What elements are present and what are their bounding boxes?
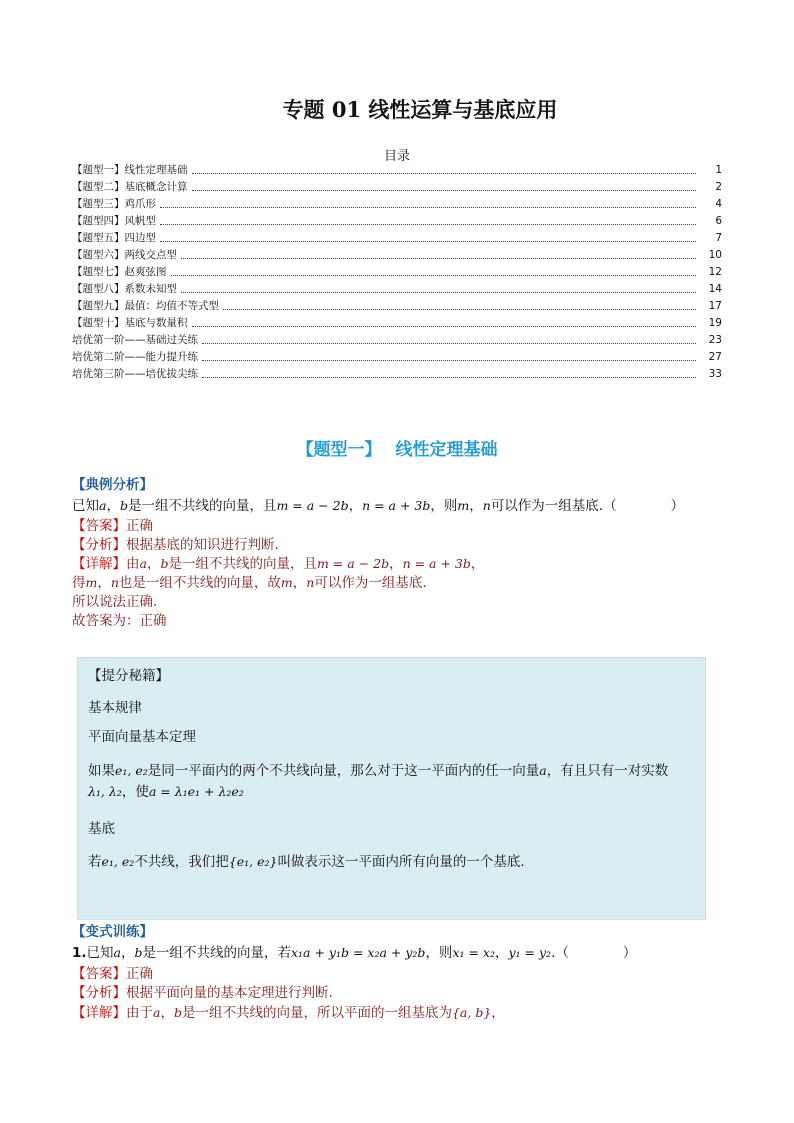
example-detail-line-2: 得m，n也是一组不共线的向量，故m，n可以作为一组基底. [72,575,427,591]
toc-leader-dots [160,207,696,208]
tips-paragraph-2: λ₁, λ₂，使a = λ₁e₁ + λ₂e₂ [88,784,244,800]
toc-entry-page: 10 [708,249,722,261]
example-question: 已知a，b是一组不共线的向量，且m = a − 2b，n = a + 3b，则m，n可以作为一组基底.（ ） [72,498,685,514]
toc-entry-page: 12 [708,266,722,278]
toc-entry-label: 【题型四】风帆型 [72,215,156,227]
toc-entry-page: 2 [715,181,722,193]
toc-leader-dots [192,326,697,327]
tips-basis: 基底 [88,821,115,837]
tips-title: 【提分秘籍】 [88,668,169,684]
section-title [0,435,794,460]
toc-leader-dots [202,377,696,378]
toc-leader-dots [160,241,696,242]
tips-paragraph-3: 若e₁, e₂不共线，我们把{e₁, e₂}叫做表示这一平面内所有向量的一个基底. [88,854,525,870]
example-tag: 【典例分析】 [72,477,153,493]
tips-paragraph-1: 如果e₁, e₂是同一平面内的两个不共线向量，那么对于这一平面内的任一向量a，有且只有一对实数 [88,763,669,779]
toc-entry-label: 培优第三阶——培优拔尖练 [72,368,198,380]
section-name: 线性定理基础 [395,440,498,460]
tips-theorem: 平面向量基本定理 [88,729,196,745]
toc-entry-page: 27 [708,351,722,363]
toc-heading: 目录 [383,149,410,164]
toc-entry[interactable] [72,315,722,332]
toc-entry[interactable] [72,281,722,298]
toc-entry-label: 【题型三】鸡爪形 [72,198,156,210]
table-of-contents [72,162,722,383]
toc-entry[interactable] [72,230,722,247]
toc-entry-page: 6 [715,215,722,227]
toc-leader-dots [202,343,696,344]
toc-entry-label: 【题型十】基底与数量积 [72,317,188,329]
toc-entry-page: 33 [708,368,722,380]
toc-entry[interactable] [72,349,722,366]
example-analysis: 【分析】根据基底的知识进行判断. [72,537,279,553]
practice-detail: 【详解】由于a，b是一组不共线的向量，所以平面的一组基底为{a, b}， [72,1005,505,1021]
toc-entry-page: 17 [708,300,722,312]
practice-analysis: 【分析】根据平面向量的基本定理进行判断. [72,985,333,1001]
toc-entry[interactable] [72,196,722,213]
tips-rule: 基本规律 [88,700,142,716]
toc-leader-dots [171,275,697,276]
toc-entry[interactable] [72,366,722,383]
toc-entry-label: 【题型七】赵爽弦图 [72,266,167,278]
toc-entry-page: 7 [715,232,722,244]
toc-entry-label: 【题型五】四边型 [72,232,156,244]
toc-leader-dots [181,258,696,259]
toc-leader-dots [160,224,696,225]
toc-entry-label: 【题型一】线性定理基础 [72,164,188,176]
toc-entry-label: 培优第一阶——基础过关练 [72,334,198,346]
example-detail-line-1: 【详解】由a，b是一组不共线的向量，且m = a − 2b，n = a + 3b， [72,556,485,572]
toc-entry-page: 14 [708,283,722,295]
document-title: 专题 01 线性运算与基底应用 [282,97,558,122]
toc-entry-label: 【题型二】基底概念计算 [72,181,188,193]
practice-question: 1.已知a，b是一组不共线的向量，若x₁a + y₁b = x₂a + y₂b，则x₁ = x₂，y₁ = y₂.（ ） [72,945,637,961]
tips-box [77,657,706,920]
toc-entry-label: 培优第二阶——能力提升练 [72,351,198,363]
toc-entry-label: 【题型六】两线交点型 [72,249,177,261]
example-answer: 【答案】正确 [72,518,153,534]
toc-leader-dots [192,173,697,174]
toc-entry-page: 23 [708,334,722,346]
practice-tag: 【变式训练】 [72,924,153,940]
toc-entry[interactable] [72,213,722,230]
toc-entry-page: 19 [708,317,722,329]
toc-leader-dots [181,292,696,293]
toc-leader-dots [192,190,697,191]
section-bracket: 【题型一】 [296,440,382,460]
toc-entry[interactable] [72,264,722,281]
toc-entry[interactable] [72,332,722,349]
example-detail-line-4: 故答案为：正确 [72,613,167,629]
example-detail-line-3: 所以说法正确. [72,594,158,610]
toc-leader-dots [202,360,696,361]
toc-entry-label: 【题型八】系数未知型 [72,283,177,295]
toc-entry[interactable] [72,247,722,264]
toc-leader-dots [223,309,696,310]
practice-answer: 【答案】正确 [72,966,153,982]
toc-entry[interactable] [72,179,722,196]
toc-entry[interactable] [72,162,722,179]
toc-entry-page: 1 [715,164,722,176]
toc-entry-page: 4 [715,198,722,210]
toc-entry-label: 【题型九】最值：均值不等式型 [72,300,219,312]
toc-entry[interactable] [72,298,722,315]
